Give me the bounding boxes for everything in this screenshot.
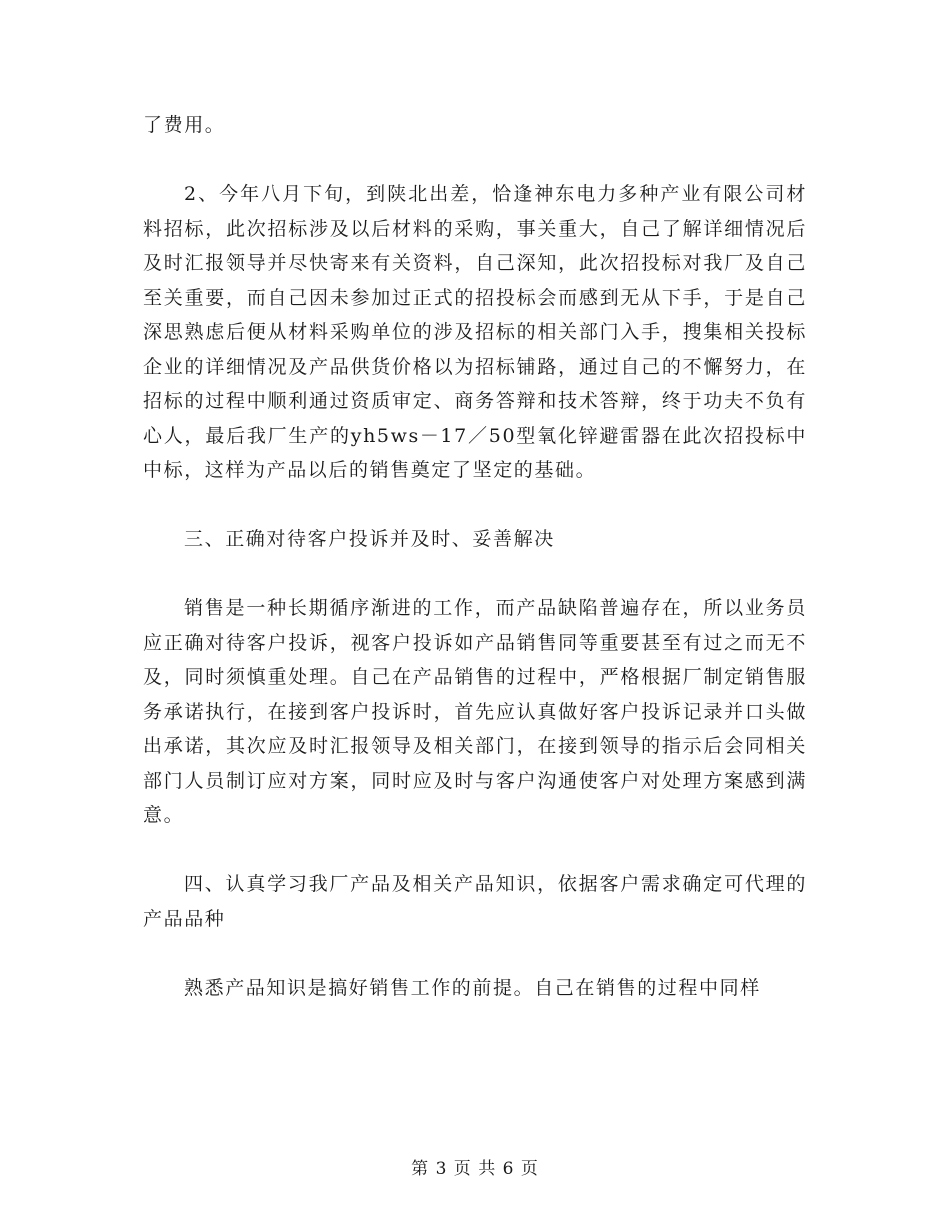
paragraph-continuation: 了费用。: [143, 114, 226, 136]
section-heading-complaints: 三、正确对待客户投诉并及时、妥善解决: [184, 528, 555, 550]
page-number-footer: 第 3 页 共 6 页: [411, 1159, 539, 1179]
document-body: [143, 108, 807, 1005]
paragraph-complaints: 销售是一种长期循序渐进的工作，而产品缺陷普遍存在，所以业务员应正确对待客户投诉，视客户投诉如产品销售同等重要甚至有过之而无不及，同时须慎重处理。自己在产品销售的过程中，严格根据厂制定销售服务承诺执行，在接到客户投诉时，首先应认真做好客户投诉记录并口头做出承诺，其次应及时汇报领导及相关部门，在接到领导的指示后会同相关部门人员制订应对方案，同时应及时与客户沟通使客户对处理方案感到满意。: [143, 597, 807, 826]
section-heading-product-knowledge: 四、认真学习我厂产品及相关产品知识，依据客户需求确定可代理的产品品种: [143, 873, 807, 930]
paragraph-bidding: 2、今年八月下旬，到陕北出差，恰逢神东电力多种产业有限公司材料招标，此次招标涉及以后材料的采购，事关重大，自己了解详细情况后及时汇报领导并尽快寄来有关资料，自己深知，此次招投标对我厂及自己至关重要，而自己因未参加过正式的招投标会而感到无从下手，于是自己深思熟虑后便从材料采购单位的涉及招标的相关部门入手，搜集相关投标企业的详细情况及产品供货价格以为招标铺路，通过自己的不懈努力，在招标的过程中顺利通过资质审定、商务答辩和技术答辩，终于功夫不负有心人，最后我厂生产的yh5ws－17／50型氧化锌避雷器在此次招投标中中标，这样为产品以后的销售奠定了坚定的基础。: [143, 183, 807, 481]
paragraph-product-knowledge: 熟悉产品知识是搞好销售工作的前提。自己在销售的过程中同样: [184, 976, 761, 999]
